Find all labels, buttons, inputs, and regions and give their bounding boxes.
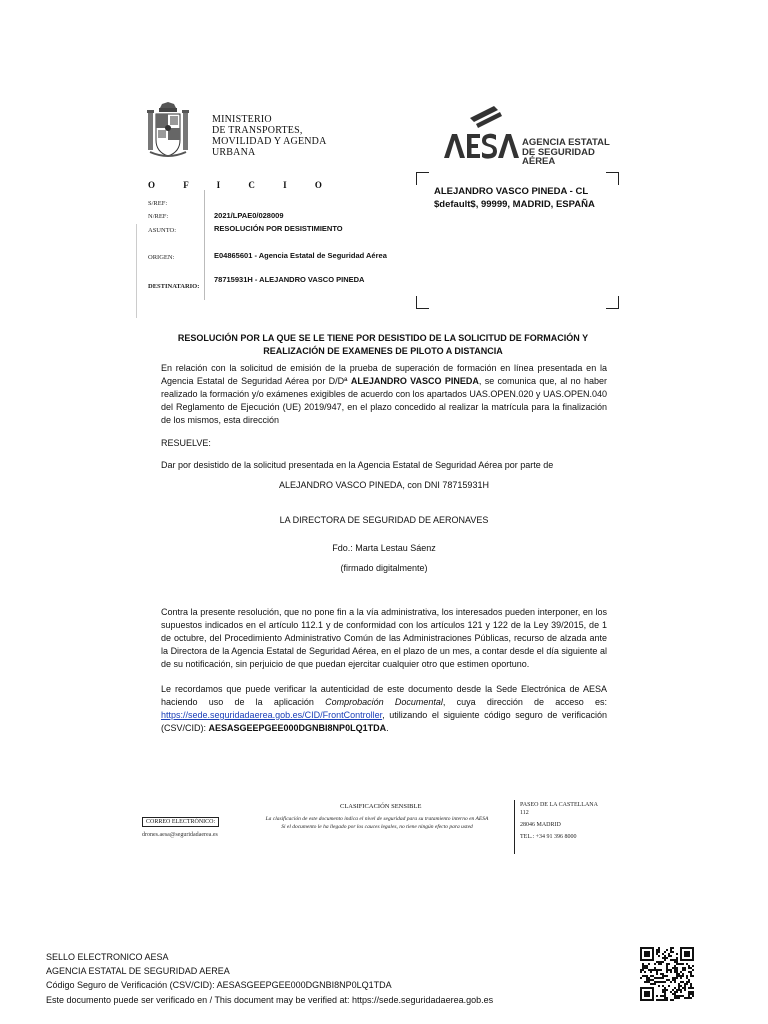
resolution-text: Dar por desistido de la solicitud presentada en la Agencia Estatal de Seguridad Aérea por parte de [161,460,554,470]
nref-label: N/REF: [148,213,169,220]
seal-line: AGENCIA ESTATAL DE SEGURIDAD AEREA [46,966,230,977]
ministry-name [212,114,327,158]
address-line: $default$, 99999, MADRID, ESPAÑA [434,199,595,210]
signed-note: (firmado digitalmente) [340,563,428,573]
verify-text: Le recordamos que puede verificar la autenticidad de este documento desde la Sede Electrónica de AESA haciendo uso de la aplicación [161,684,607,707]
origen-value: E04865601 - Agencia Estatal de Seguridad Aérea [214,251,387,260]
seal-line: Este documento puede ser verificado en / This document may be verified at: https://sede.seguridadaerea.gob.es [46,994,494,1005]
footer-address-line: TEL.: +34 91 396 8000 [520,834,577,840]
footer-address-line: 112 [520,810,529,816]
divider [136,224,137,318]
address-corner-mark [606,296,619,309]
nref-value: 2021/LPAE0/028009 [214,211,284,220]
divider [204,190,205,300]
address-corner-mark [416,172,429,185]
verify-code: AESASGEEPGEE000DGNBI8NP0LQ1TDA [208,723,387,733]
classification-label: CLASIFICACIÓN SENSIBLE [340,803,422,810]
footer-address [520,801,598,841]
verify-paragraph [161,683,607,735]
verify-text: . [386,723,389,733]
asunto-label: ASUNTO: [148,227,177,234]
intro-text: En relación con la solicitud de emisión de la prueba de superación de formación en línea presentada en la Agencia Estatal de Seguridad Aérea por D/Dª [161,363,607,386]
applicant-name: ALEJANDRO VASCO PINEDA [350,376,479,386]
ministry-line: MINISTERIO [212,114,272,125]
resolution-title: RESOLUCIÓN POR LA QUE SE LE TIENE POR DESISTIDO DE LA SOLICITUD DE FORMACIÓN Y REALIZACIÓN DE EXAMENES DE PILOTO A DISTANCIA [177,333,589,356]
classification-note: La clasificación de este documento indica el nivel de seguridad para su tratamiento interno en AESA Si el documento le ha llegado por los cauces legales, no tiene ningún efecto para usted [265,816,489,830]
destinatario-value: 78715931H - ALEJANDRO VASCO PINEDA [214,275,365,284]
aesa-agency-name [522,138,624,167]
resuelve-heading: RESUELVE: [161,438,211,448]
divider [514,800,515,854]
verify-link[interactable]: https://sede.seguridadaerea.gob.es/CID/FrontController [161,710,383,720]
seal-line: Código Seguro de Verificación (CSV/CID): AESASGEEPGEE000DGNBI8NP0LQ1TDA [46,980,392,991]
qr-code-icon [640,947,694,1001]
document-type: O F I C I O [148,180,335,190]
recipient-address [434,185,595,211]
email-value: drones.aesa@seguridadaerea.es [142,832,218,838]
intro-paragraph [161,362,607,427]
aesa-logo [442,104,624,167]
verify-text: , utilizando el siguiente código seguro de verificación (CSV/CID): [161,710,607,733]
verify-app-name: Comprobación Documental [325,697,443,707]
email-label: CORREO ELECTRÓNICO: [142,817,219,827]
signer-title: LA DIRECTORA DE SEGURIDAD DE AERONAVES [279,515,489,525]
origen-label: ORIGEN: [148,254,175,261]
sref-label: S/REF: [148,200,168,207]
footer-address-line: 28046 MADRID [520,822,561,828]
electronic-seal [46,950,493,1007]
address-corner-mark [606,172,619,185]
ministry-line: MOVILIDAD Y AGENDA [212,136,327,147]
signer-name: Fdo.: Marta Lestau Sáenz [332,543,436,553]
appeal-paragraph: Contra la presente resolución, que no pone fin a la vía administrativa, los interesados pueden interponer, en los supuestos indicados en el artículo 112.1 y de conformidad con los artículos 121 y 122 de la Ley 39/2015, de 1 de octubre, del Procedimiento Administrativo Común de las Administraciones Públicas, recurso de alzada ante la Directora de la Agencia Estatal de Seguridad Aérea, en el plazo de un mes, a contar desde el día siguiente al de su notificación, sin perjuicio de que puedan ejercitar cualquier otro que estimen oportuno. [161,607,607,669]
footer-address-line: PASEO DE LA CASTELLANA [520,802,598,808]
intro-text: , se comunica que, al no haber realizado la formación y/o exámenes exigibles de acuerdo con los apartados UAS.OPEN.020 y UAS.OPEN.040 del Reglamento de Ejecución (UE) 2019/947, en el plazo concedido al realizar la matrícula para la finalización de los mismos, esta dirección [161,376,607,425]
seal-line: SELLO ELECTRONICO AESA [46,952,169,962]
verify-text: , cuya dirección de acceso es: [442,697,607,707]
address-line: ALEJANDRO VASCO PINEDA - CL [434,186,589,197]
asunto-value: RESOLUCIÓN POR DESISTIMIENTO [214,224,343,233]
destinatario-label: DESTINATARIO: [148,283,200,290]
aesa-wordmark-icon [442,104,522,160]
address-corner-mark [416,296,429,309]
ministry-line: URBANA [212,147,256,158]
agency-line: DE SEGURIDAD AÉREA [522,146,595,167]
ministry-line: DE TRANSPORTES, [212,125,303,136]
spain-coat-of-arms-icon [146,102,190,160]
agency-line: AGENCIA ESTATAL [522,137,610,148]
person-line: ALEJANDRO VASCO PINEDA, con DNI 78715931H [279,480,489,490]
